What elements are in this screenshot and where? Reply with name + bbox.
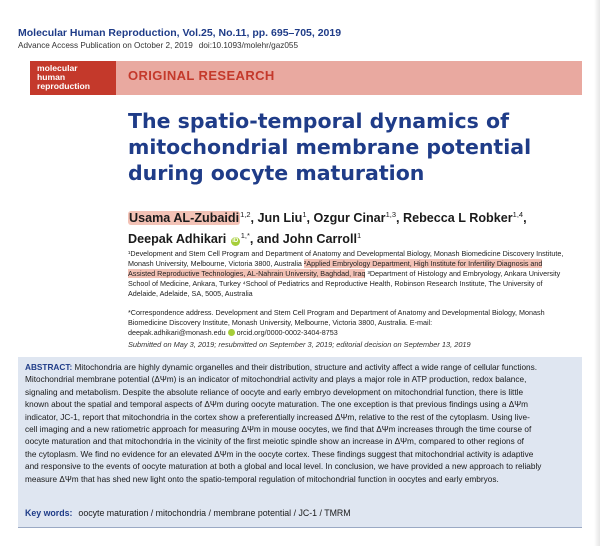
author-list <box>128 206 588 248</box>
author-separator: , <box>523 211 527 226</box>
affiliation-line: Adelaide, Adelaide, SA, 5005, Australia <box>128 289 253 298</box>
affiliation-text: Monash University, Melbourne, Victoria 3800, Australia <box>128 259 304 268</box>
author-name[interactable]: , Rebecca L Robker <box>396 211 513 226</box>
affiliation-line: ¹Development and Stem Cell Program and Department of Anatomy and Developmental Biology, Monash Biomedicine Discovery Institute, <box>128 249 564 258</box>
advance-access-line <box>18 41 298 50</box>
abstract-line-text: Mitochondria are highly dynamic organelles and their distribution, structure and activity affect a wide range of cellular functions. <box>72 363 538 372</box>
email-link[interactable]: deepak.adhikari@monash.edu <box>128 328 226 337</box>
author-sup: 1 <box>356 231 362 241</box>
doi-text[interactable]: doi:10.1093/molehr/gaz055 <box>198 41 299 50</box>
page-edge-shadow <box>594 0 600 546</box>
affiliation-line: School of Medicine, Ankara, Turkey ⁴School of Pediatrics and Reproductive Health, Robinson Research Institute, The University of <box>128 279 543 288</box>
author-name[interactable]: , Ozgur Cinar <box>306 211 386 226</box>
abstract-line: indicator, JC-1, report that mitochondria in the cortex show a preferentially increased ΔΨm, relative to the rest of the cytoplasm. Using live- <box>25 412 530 422</box>
journal-logo <box>30 61 116 95</box>
author-sup: 1,* <box>240 231 250 241</box>
abstract-label: ABSTRACT: <box>25 363 73 372</box>
author-name-highlighted[interactable]: Usama AL-Zubaidi <box>129 211 240 226</box>
section-label: ORIGINAL RESEARCH <box>128 68 275 83</box>
author-sup: 1,4 <box>512 210 524 219</box>
author-sup: 1,3 <box>385 210 396 219</box>
journal-citation: Molecular Human Reproduction, Vol.25, No.11, pp. 695–705, 2019 <box>18 27 342 39</box>
correspondence-line: Biomedicine Discovery Institute, Monash University, Melbourne, Victoria 3800, Australia. E-mail: <box>128 318 433 327</box>
abstract-text <box>25 362 580 486</box>
abstract-line: and responsive to the events of oocyte maturation at both a global and local level. In conclusion, we have provided a new approach to reliably <box>25 462 542 472</box>
author-name[interactable]: Deepak Adhikari <box>128 232 227 247</box>
affiliation-highlighted: Assisted Reproductive Technologies, AL-Nahrain University, Baghdad, Iraq <box>128 269 366 278</box>
abstract-line: signaling and metabolism. Despite the absolute reliance of oocyte and early embryo development on mitochondrial function, there is little <box>25 387 524 397</box>
abstract-line: the cytoplasm. We find no evidence for an elevated ΔΨm in the oocyte cortex. These findings suggest that mitochondrial activity is adaptive <box>25 449 534 459</box>
keywords <box>25 508 351 518</box>
abstract-line <box>25 362 580 374</box>
affiliations <box>128 249 598 299</box>
title-line-1: The spatio-temporal dynamics of <box>128 109 510 133</box>
keywords-label: Key words: <box>25 508 73 518</box>
logo-line-2: human <box>37 72 66 82</box>
affiliation-line <box>128 259 598 269</box>
article-title <box>128 108 568 186</box>
abstract-line: measure ΔΨm that has shed new light onto the spatio-temporal regulation of mitochondrial function in oocytes and early embryos. <box>25 474 499 484</box>
abstract-line: cell imaging and a new ratiometric approach for measuring ΔΨm in mouse oocytes, we find that ΔΨm increases through the time course of <box>25 425 532 435</box>
abstract-line: Mitochondrial membrane potential (ΔΨm) is an indicator of mitochondrial activity and plays a major role in ATP production, redox balance, <box>25 375 527 385</box>
keywords-text: oocyte maturation / mitochondria / membrane potential / JC-1 / TMRM <box>78 508 351 518</box>
correspondence-line: *Correspondence address. Development and Stem Cell Program and Department of Anatomy and Developmental Biology, Monash <box>128 308 545 317</box>
submission-dates: Submitted on May 3, 2019; resubmitted on September 3, 2019; editorial decision on September 13, 2019 <box>128 340 471 349</box>
orcid-icon <box>228 329 235 336</box>
title-line-2: mitochondrial membrane potential <box>128 135 532 159</box>
correspondence <box>128 308 598 338</box>
logo-line-1: molecular <box>37 63 78 73</box>
author-name[interactable]: , Jun Liu <box>250 211 303 226</box>
author-sup: 1,2 <box>240 210 251 219</box>
affiliation-highlighted: ²Applied Embryology Department, High Institute for Infertility Diagnosis and <box>303 259 543 268</box>
title-line-3: during oocyte maturation <box>128 161 425 185</box>
logo-line-3: reproduction <box>37 81 90 91</box>
author-line-2 <box>128 227 588 248</box>
orcid-icon[interactable]: iD <box>232 238 239 245</box>
orcid-link[interactable]: orcid.org/0000-0002-3404-8753 <box>236 328 338 337</box>
affiliation-line <box>128 269 598 279</box>
abstract-line: known about the spatial and temporal aspects of ΔΨm during oocyte maturation. The one exception is that previous findings using a ΔΨm <box>25 400 528 410</box>
affiliation-text: ³Department of Histology and Embryology, Ankara University <box>365 269 561 278</box>
author-name[interactable]: , and John Carroll <box>249 232 357 247</box>
author-sup: 1 <box>302 210 307 219</box>
abstract-line: oocyte maturation and that mitochondria in the vicinity of the first meiotic spindle show an increase in ΔΨm, compared to other regions of <box>25 437 524 447</box>
author-line-1 <box>128 206 588 227</box>
advance-access-date: Advance Access Publication on October 2, 2019 <box>18 41 193 50</box>
correspondence-line <box>128 328 598 338</box>
